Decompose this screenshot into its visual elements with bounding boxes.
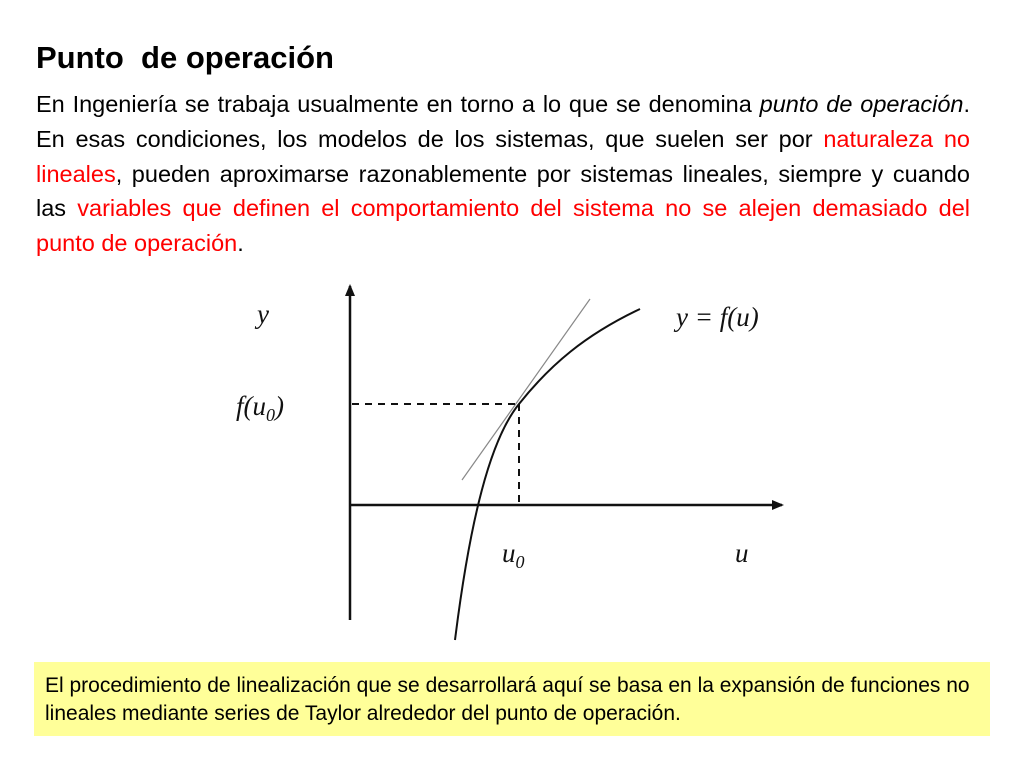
page-title: Punto de operación <box>36 40 334 75</box>
paragraph-text-4: . <box>237 230 244 257</box>
f-u0-label-prefix: f(u <box>236 391 266 421</box>
paragraph-text-3: , pueden aproximarse razonablemente por sistemas lineales, siempre y cuando las <box>36 160 970 222</box>
paragraph-highlight-variables: variables que definen el comportamiento del sistema no se alejen demasiado del punto de operación <box>36 195 970 257</box>
u0-label-main: u <box>502 538 516 568</box>
curve-label: y = f(u) <box>676 302 759 332</box>
f-u0-label-suffix: ) <box>275 391 284 421</box>
tangent-line <box>462 299 590 480</box>
paragraph-text-1: En Ingeniería se trabaja usualmente en torno a lo que se denomina <box>36 91 760 117</box>
taylor-note-box: El procedimiento de linealización que se desarrollará aquí se basa en la expansión de funciones no lineales mediante series de Taylor alrededor del punto de operación. <box>34 662 990 736</box>
f-u0-label <box>236 391 284 425</box>
paragraph-emphasis-punto-de-operacion: punto de operación <box>759 91 964 117</box>
u0-label <box>502 538 525 572</box>
paragraph-text-2: . En esas condiciones, los modelos de los sistemas, que suelen ser por <box>36 91 970 152</box>
y-axis-label: y <box>257 299 269 329</box>
f-u0-label-sub: 0 <box>266 405 275 425</box>
paragraph-highlight-no-lineales: naturaleza no lineales <box>36 125 970 187</box>
x-axis-label: u <box>735 538 749 568</box>
u0-label-sub: 0 <box>515 552 525 572</box>
